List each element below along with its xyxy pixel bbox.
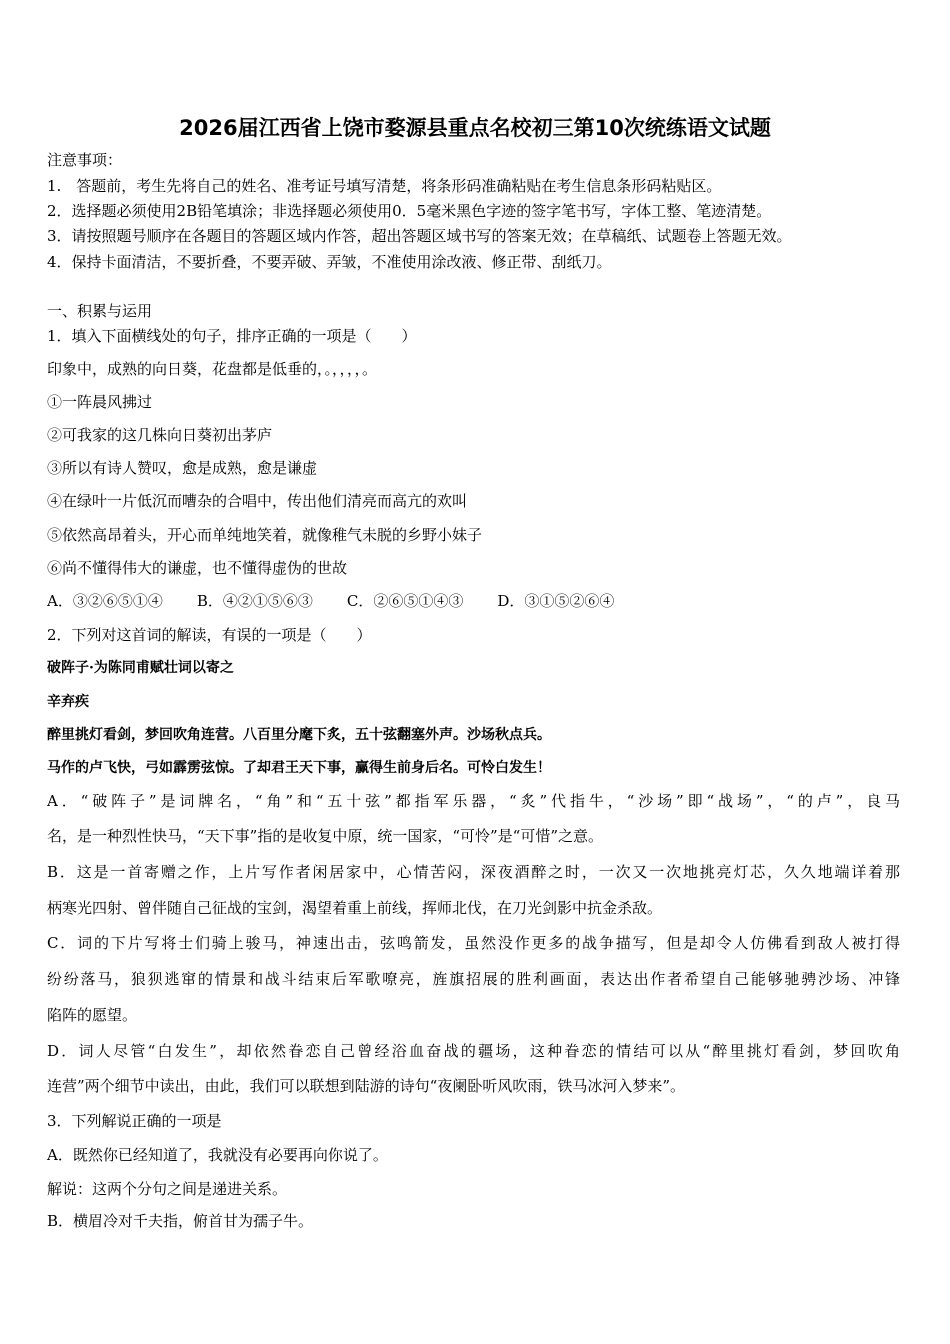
q2-option-b-cont: 柄寒光四射、曾伴随自己征战的宝剑，渴望着重上前线，挥师北伐，在刀光剑影中抗金杀敌。 xyxy=(47,899,663,917)
q1-item: ④在绿叶一片低沉而嘈杂的合唱中，传出他们清亮而高亢的欢叫 xyxy=(47,492,468,510)
q2-option-c: C．词的下片写将士们骑上骏马，神速出击，弦鸣箭发，虽然没作更多的战争描写，但是却令人仿佛看到敌人被打得 xyxy=(47,934,900,952)
q3-stem: 3．下列解说正确的一项是 xyxy=(47,1112,222,1130)
q1-stem: 1．填入下面横线处的句子，排序正确的一项是（ ） xyxy=(47,327,417,345)
q1-option-a: A．③②⑥⑤①④ xyxy=(47,592,163,610)
q1-option-b: B．④②①⑤⑥③ xyxy=(196,592,313,610)
q1-item: ③所以有诗人赞叹，愈是成熟，愈是谦虚 xyxy=(47,459,318,477)
poem-line: 马作的卢飞快，弓如霹雳弦惊。了却君王天下事，赢得生前身后名。可怜白发生！ xyxy=(47,760,551,776)
q2-option-b: B．这是一首寄赠之作，上片写作者闲居家中，心情苦闷，深夜酒醉之时，一次又一次地挑亮灯芯，久久地端详着那 xyxy=(47,863,900,881)
notice-item: 4．保持卡面清洁，不要折叠，不要弄破、弄皱，不准使用涂改液、修正带、刮纸刀。 xyxy=(47,253,612,271)
notice-item: 1. 答题前，考生先将自己的姓名、准考证号填写清楚，将条形码准确粘贴在考生信息条形码粘贴区。 xyxy=(47,177,722,195)
q2-option-c-cont: 纷纷落马，狼狈逃窜的情景和战斗结束后军歌嘹亮，旌旗招展的胜利画面，表达出作者希望自己能够驰骋沙场、冲锋 xyxy=(47,970,900,988)
poem-line: 醉里挑灯看剑，梦回吹角连营。八百里分麾下炙，五十弦翻塞外声。沙场秋点兵。 xyxy=(47,727,551,743)
page-title: 2026届江西省上饶市婺源县重点名校初三第10次统练语文试题 xyxy=(179,116,771,140)
q2-option-a-cont: 名，是一种烈性快马，“天下事”指的是收复中原，统一国家，“可怜”是“可惜”之意。 xyxy=(47,827,604,845)
q1-item: ⑥尚不懂得伟大的谦虚，也不懂得虚伪的世故 xyxy=(47,559,348,577)
q3-option-b: B．横眉冷对千夫指，俯首甘为孺子牛。 xyxy=(47,1212,314,1230)
q1-option-d: D．③①⑤②⑥④ xyxy=(497,592,615,610)
q2-option-c-cont: 陷阵的愿望。 xyxy=(47,1006,138,1024)
q1-item: ①一阵晨风拂过 xyxy=(47,393,153,411)
q1-option-c: C．②⑥⑤①④③ xyxy=(346,592,464,610)
poem-title: 破阵子·为陈同甫赋壮词以寄之 xyxy=(47,660,234,676)
q1-item: ②可我家的这几株向日葵初出茅庐 xyxy=(47,426,273,444)
q2-option-a: A．“破阵子”是词牌名，“角”和“五十弦”都指军乐器，“炙”代指牛，“沙场”即“战场”，“的卢”，良马 xyxy=(47,792,900,810)
notice-item: 2．选择题必须使用2B铅笔填涂；非选择题必须使用0．5毫米黑色字迹的签字笔书写，字体工整、笔迹清楚。 xyxy=(47,202,772,220)
q1-options xyxy=(47,591,648,611)
q2-stem: 2．下列对这首词的解读，有误的一项是（ ） xyxy=(47,626,372,644)
q2-option-d-cont: 连营”两个细节中读出，由此，我们可以联想到陆游的诗句“夜阑卧听风吹雨，铁马冰河入梦来”。 xyxy=(47,1077,686,1095)
q2-option-d: D．词人尽管“白发生”，却依然眷恋自己曾经浴血奋战的疆场，这种眷恋的情结可以从“醉里挑灯看剑，梦回吹角 xyxy=(47,1042,900,1060)
q1-item: ⑤依然高昂着头，开心而单纯地笑着，就像稚气未脱的乡野小妹子 xyxy=(47,526,483,544)
q3-option-a: A．既然你已经知道了，我就没有必要再向你说了。 xyxy=(47,1146,388,1164)
section-heading: 一、积累与运用 xyxy=(47,302,153,320)
notice-heading: 注意事项： xyxy=(47,151,123,169)
q3-option-a-note: 解说：这两个分句之间是递进关系。 xyxy=(47,1180,288,1198)
notice-item: 3．请按照题号顺序在各题目的答题区域内作答，超出答题区域书写的答案无效；在草稿纸、试题卷上答题无效。 xyxy=(47,227,792,245)
poem-author: 辛弃疾 xyxy=(47,694,89,710)
q1-text: 印象中，成熟的向日葵，花盘都是低垂的，。，，，，。 xyxy=(47,360,378,378)
